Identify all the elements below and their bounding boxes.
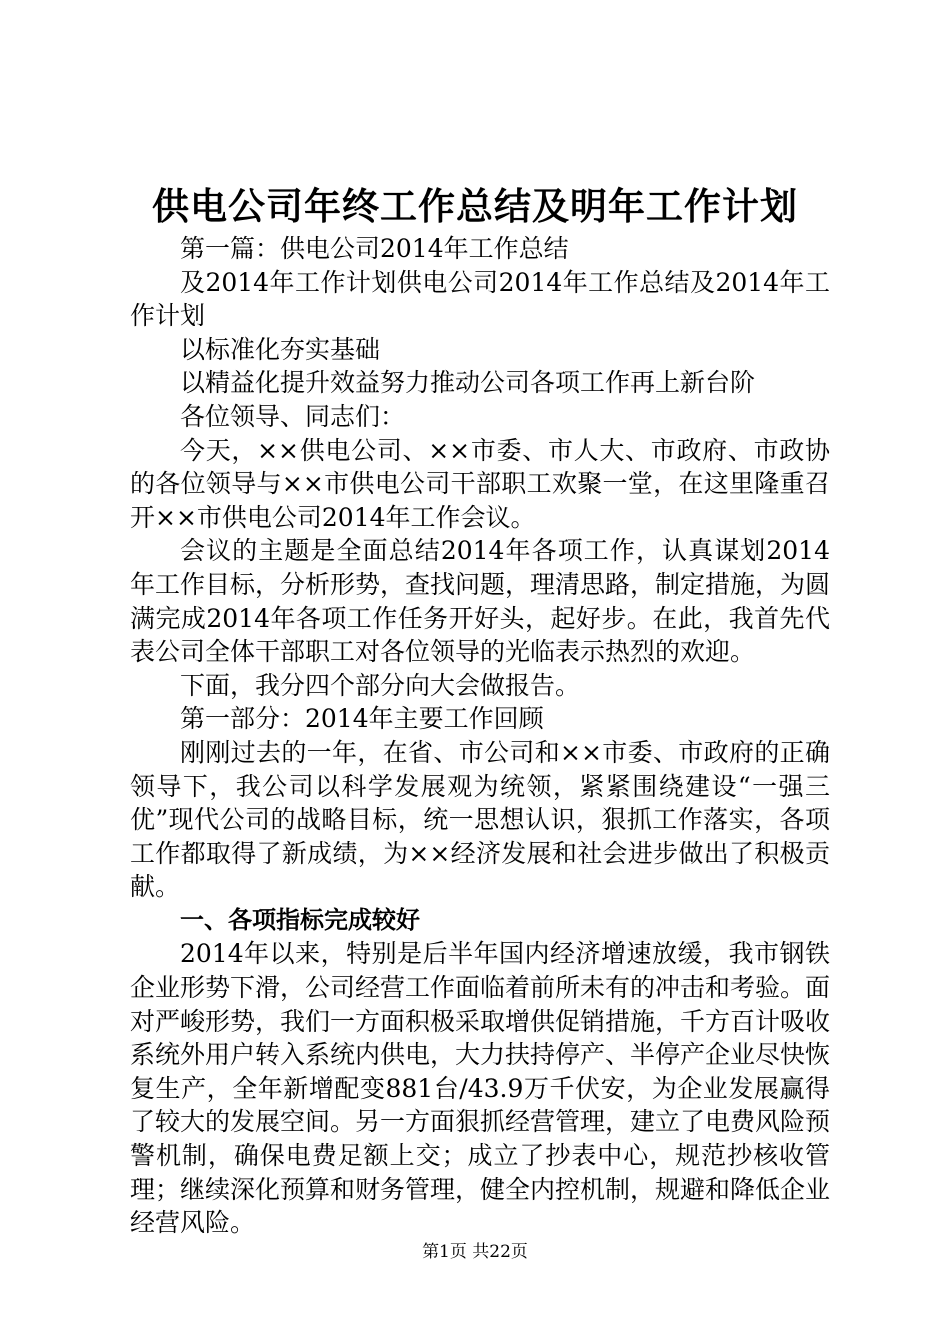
paragraph-slogan-2: 以精益化提升效益努力推动公司各项工作再上新台阶 <box>180 368 756 398</box>
paragraph-salutation: 各位领导、同志们： <box>180 401 406 431</box>
paragraph-part-title: 第一篇：供电公司2014年工作总结 <box>180 234 569 263</box>
paragraph-theme: 会议的主题是全面总结2014年各项工作，认真谋划2014年工作目标，分析形势，查找问题，理清思路，制定措施，为圆满完成2014年各项工作任务开好头，起好步。在此，我首先代表公司全体干部职工对各位领导的光临表示热烈的欢迎。 <box>130 536 831 667</box>
paragraph-opening: 今天，××供电公司、××市委、市人大、市政府、市政协的各位领导与××市供电公司干部职工欢聚一堂，在这里隆重召开××市供电公司2014年工作会议。 <box>130 435 830 532</box>
paragraph-subtitle: 及2014年工作计划供电公司2014年工作总结及2014年工作计划 <box>130 267 830 331</box>
paragraph-section-title: 第一部分：2014年主要工作回顾 <box>180 704 544 734</box>
document-body <box>130 232 830 1240</box>
paragraph-indicators: 2014年以来，特别是后半年国内经济增速放缓，我市钢铁企业形势下滑，公司经营工作面临着前所未有的冲击和考验。面对严峻形势，我们一方面积极采取增供促销措施，千方百计吸收系统外用户转入系统内供电，大力扶持停产、半停产企业尽快恢复生产，全年新增配变881台/43.9万千伏安，为企业发展赢得了较大的发展空间。另一方面狠抓经营管理，建立了电费风险预警机制，确保电费足额上交；成立了抄表中心，规范抄核收管理；继续深化预算和财务管理，健全内控机制，规避和降低企业经营风险。 <box>130 939 831 1238</box>
document-title: 供电公司年终工作总结及明年工作计划 <box>152 185 798 228</box>
page-number: 第1页 共22页 <box>422 1242 528 1262</box>
paragraph-slogan-1: 以标准化夯实基础 <box>180 334 381 364</box>
paragraph-outline: 下面，我分四个部分向大会做报告。 <box>180 670 581 700</box>
paragraph-review: 刚刚过去的一年，在省、市公司和××市委、市政府的正确领导下，我公司以科学发展观为统领，紧紧围绕建设“一强三优”现代公司的战略目标，统一思想认识，狠抓工作落实，各项工作都取得了新成绩，为××经济发展和社会进步做出了积极贡献。 <box>130 737 830 902</box>
section-heading: 一、各项指标完成较好 <box>180 905 420 934</box>
